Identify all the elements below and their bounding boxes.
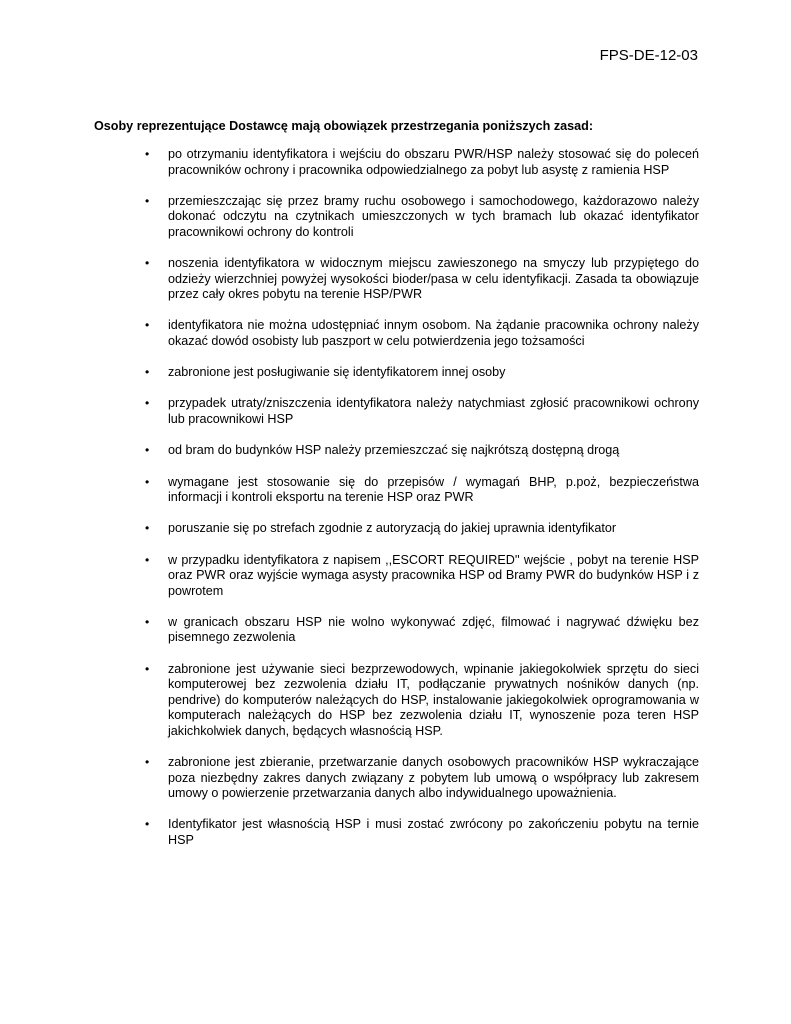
rule-item <box>145 475 699 506</box>
rule-item <box>145 396 699 427</box>
bullet-icon: • <box>145 396 150 411</box>
rule-text: zabronione jest zbieranie, przetwarzanie danych osobowych pracowników HSP wykraczające poza niezbędny zakres danych związany z pobytem lub umową o współpracy lub zakresem umowy o powierzenie przetwarzania danych albo indywidualnego upoważnienia. <box>168 755 699 801</box>
rule-item <box>145 755 699 802</box>
rule-text: od bram do budynków HSP należy przemieszczać się najkrótszą dostępną drogą <box>168 443 620 458</box>
rule-item <box>145 521 699 537</box>
bullet-icon: • <box>145 318 150 333</box>
bullet-icon: • <box>145 365 150 380</box>
rules-list <box>145 147 699 864</box>
rule-text: zabronione jest posługiwanie się identyfikatorem innej osoby <box>168 365 506 380</box>
rule-item <box>145 365 699 381</box>
rule-text: identyfikatora nie można udostępniać innym osobom. Na żądanie pracownika ochrony należy okazać dowód osobisty lub paszport w celu potwierdzenia jego tożsamości <box>168 318 699 348</box>
rule-text: poruszanie się po strefach zgodnie z autoryzacją do jakiej uprawnia identyfikator <box>168 521 617 536</box>
rule-item <box>145 615 699 646</box>
rule-text: w przypadku identyfikatora z napisem ,,ESCORT REQUIRED'' wejście , pobyt na terenie HSP oraz PWR oraz wyjście wymaga asysty pracownika HSP od Bramy PWR do budynków HSP i z powrotem <box>168 552 699 598</box>
bullet-icon: • <box>145 755 150 770</box>
bullet-icon: • <box>145 443 150 458</box>
bullet-icon: • <box>145 147 150 161</box>
rule-item <box>145 443 699 459</box>
rules-heading: Osoby reprezentujące Dostawcę mają obowiązek przestrzegania poniższych zasad: <box>94 119 594 133</box>
rule-text: przemieszczając się przez bramy ruchu osobowego i samochodowego, każdorazowo należy dokonać odczytu na czytnikach umieszczonych w tych bramach lub okazać identyfikator pracownikowi ochrony do kontroli <box>168 193 699 239</box>
bullet-icon: • <box>145 193 150 208</box>
bullet-icon: • <box>145 661 150 676</box>
rule-item <box>145 194 699 241</box>
bullet-icon: • <box>145 614 150 629</box>
rule-text: po otrzymaniu identyfikatora i wejściu do obszaru PWR/HSP należy stosować się do poleceń pracowników ochrony i pracownika odpowiedzialnego za pobyt lub asystę z ramienia HSP <box>168 147 699 177</box>
rule-text: noszenia identyfikatora w widocznym miejscu zawieszonego na smyczy lub przypiętego do odzieży wierzchniej powyżej wysokości bioder/pasa w celu identyfikacji. Zasada ta obowiązuje przez cały okres pobytu na terenie HSP/PWR <box>168 256 699 302</box>
rule-item <box>145 817 699 848</box>
rule-item <box>145 662 699 740</box>
bullet-icon: • <box>145 474 150 489</box>
rule-item <box>145 553 699 600</box>
rule-text: Identyfikator jest własnością HSP i musi zostać zwrócony po zakończeniu pobytu na ternie HSP <box>168 817 699 847</box>
rule-item <box>145 147 699 178</box>
rule-text: zabronione jest używanie sieci bezprzewodowych, wpinanie jakiegokolwiek sprzętu do sieci komputerowej bez zezwolenia działu IT, podłączanie prywatnych nośników danych (np. pendrive) do komputerów należących do HSP, instalowanie jakiegokolwiek oprogramowania w komputerach należących do HSP bez zezwolenia działu IT, wynoszenie poza teren HSP jakichkolwiek danych, będących własnością HSP. <box>168 661 699 738</box>
rule-item <box>145 318 699 349</box>
bullet-icon: • <box>145 521 150 536</box>
bullet-icon: • <box>145 256 150 271</box>
bullet-icon: • <box>145 552 150 567</box>
rule-text: wymagane jest stosowanie się do przepisów / wymagań BHP, p.poż, bezpieczeństwa informacji i kontroli eksportu na terenie HSP oraz PWR <box>168 474 699 505</box>
rule-text: w granicach obszaru HSP nie wolno wykonywać zdjęć, filmować i nagrywać dźwięku bez pisemnego zezwolenia <box>168 614 699 645</box>
document-code: FPS-DE-12-03 <box>599 47 698 64</box>
rule-text: przypadek utraty/zniszczenia identyfikatora należy natychmiast zgłosić pracownikowi ochrony lub pracownikowi HSP <box>168 396 699 426</box>
bullet-icon: • <box>145 817 150 832</box>
rule-item <box>145 256 699 303</box>
